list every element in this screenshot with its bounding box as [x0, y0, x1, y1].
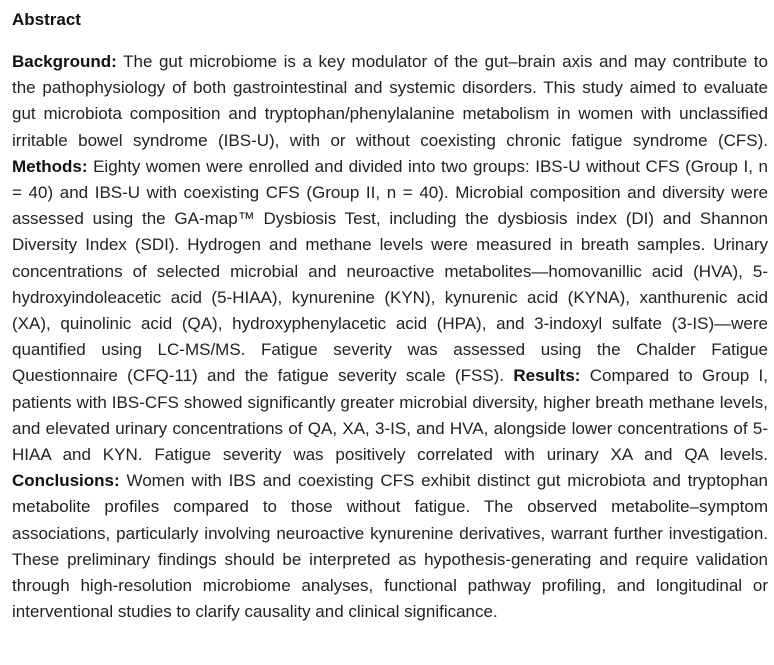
background-label: Background:: [12, 52, 117, 71]
abstract-heading: Abstract: [12, 10, 81, 29]
conclusions-text: Women with IBS and coexisting CFS exhibit distinct gut microbiota and tryptophan metabolite profiles compared to those without fatigue. The observed metabolite–symptom associations, particularly involving neuroactive kynurenine derivatives, warrant further investigation. These preliminary findings should be interpreted as hypothesis-generating and require validation through high-resolution microbiome analyses, functional pathway profiling, and longitudinal or interventional studies to clarify causality and clinical significance.: [12, 471, 768, 622]
conclusions-label: Conclusions:: [12, 471, 120, 491]
methods-label: Methods:: [12, 156, 88, 176]
methods-text: Eighty women were enrolled and divided into two groups: IBS-U without CFS (Group I, n = 40) and IBS-U with coexisting CFS (Group II, n = 40). Microbial composition and diversity were assessed using the GA-map™ Dysbiosis Test, including the dysbiosis index (DI) and Shannon Diversity Index (SDI). Hydrogen and methane levels were measured in breath samples. Urinary concentrations of selected microbial and neuroactive metabolites—homovanillic acid (HVA), 5-hydroxyindoleacetic acid (5-HIAA), kynurenine (KYN), kynurenic acid (KYNA), xanthurenic acid (XA), quinolinic acid (QA), hydroxyphenylacetic acid (HPA), and 3-indoxyl sulfate (3-IS)—were quantified using LC-MS/MS. Fatigue severity was assessed using the Chalder Fatigue Questionnaire (CFQ-11) and the fatigue severity scale (FSS).: [12, 156, 768, 386]
abstract-body: [12, 49, 768, 625]
results-label: Results:: [513, 366, 581, 386]
results-text: Compared to Group I, patients with IBS-CFS showed significantly greater microbial diversity, higher breath methane levels, and elevated urinary concentrations of QA, XA, 3-IS, and HVA, alongside lower concentrations of 5-HIAA and KYN. Fatigue severity was positively correlated with urinary XA and QA levels.: [12, 366, 769, 465]
background-text: The gut microbiome is a key modulator of the gut–brain axis and may contribute to the pathophysiology of both gastrointestinal and systemic disorders. This study aimed to evaluate gut microbiota composition and tryptophan/phenylalanine metabolism in women with unclassified irritable bowel syndrome (IBS-U), with or without coexisting chronic fatigue syndrome (CFS).: [12, 52, 768, 150]
